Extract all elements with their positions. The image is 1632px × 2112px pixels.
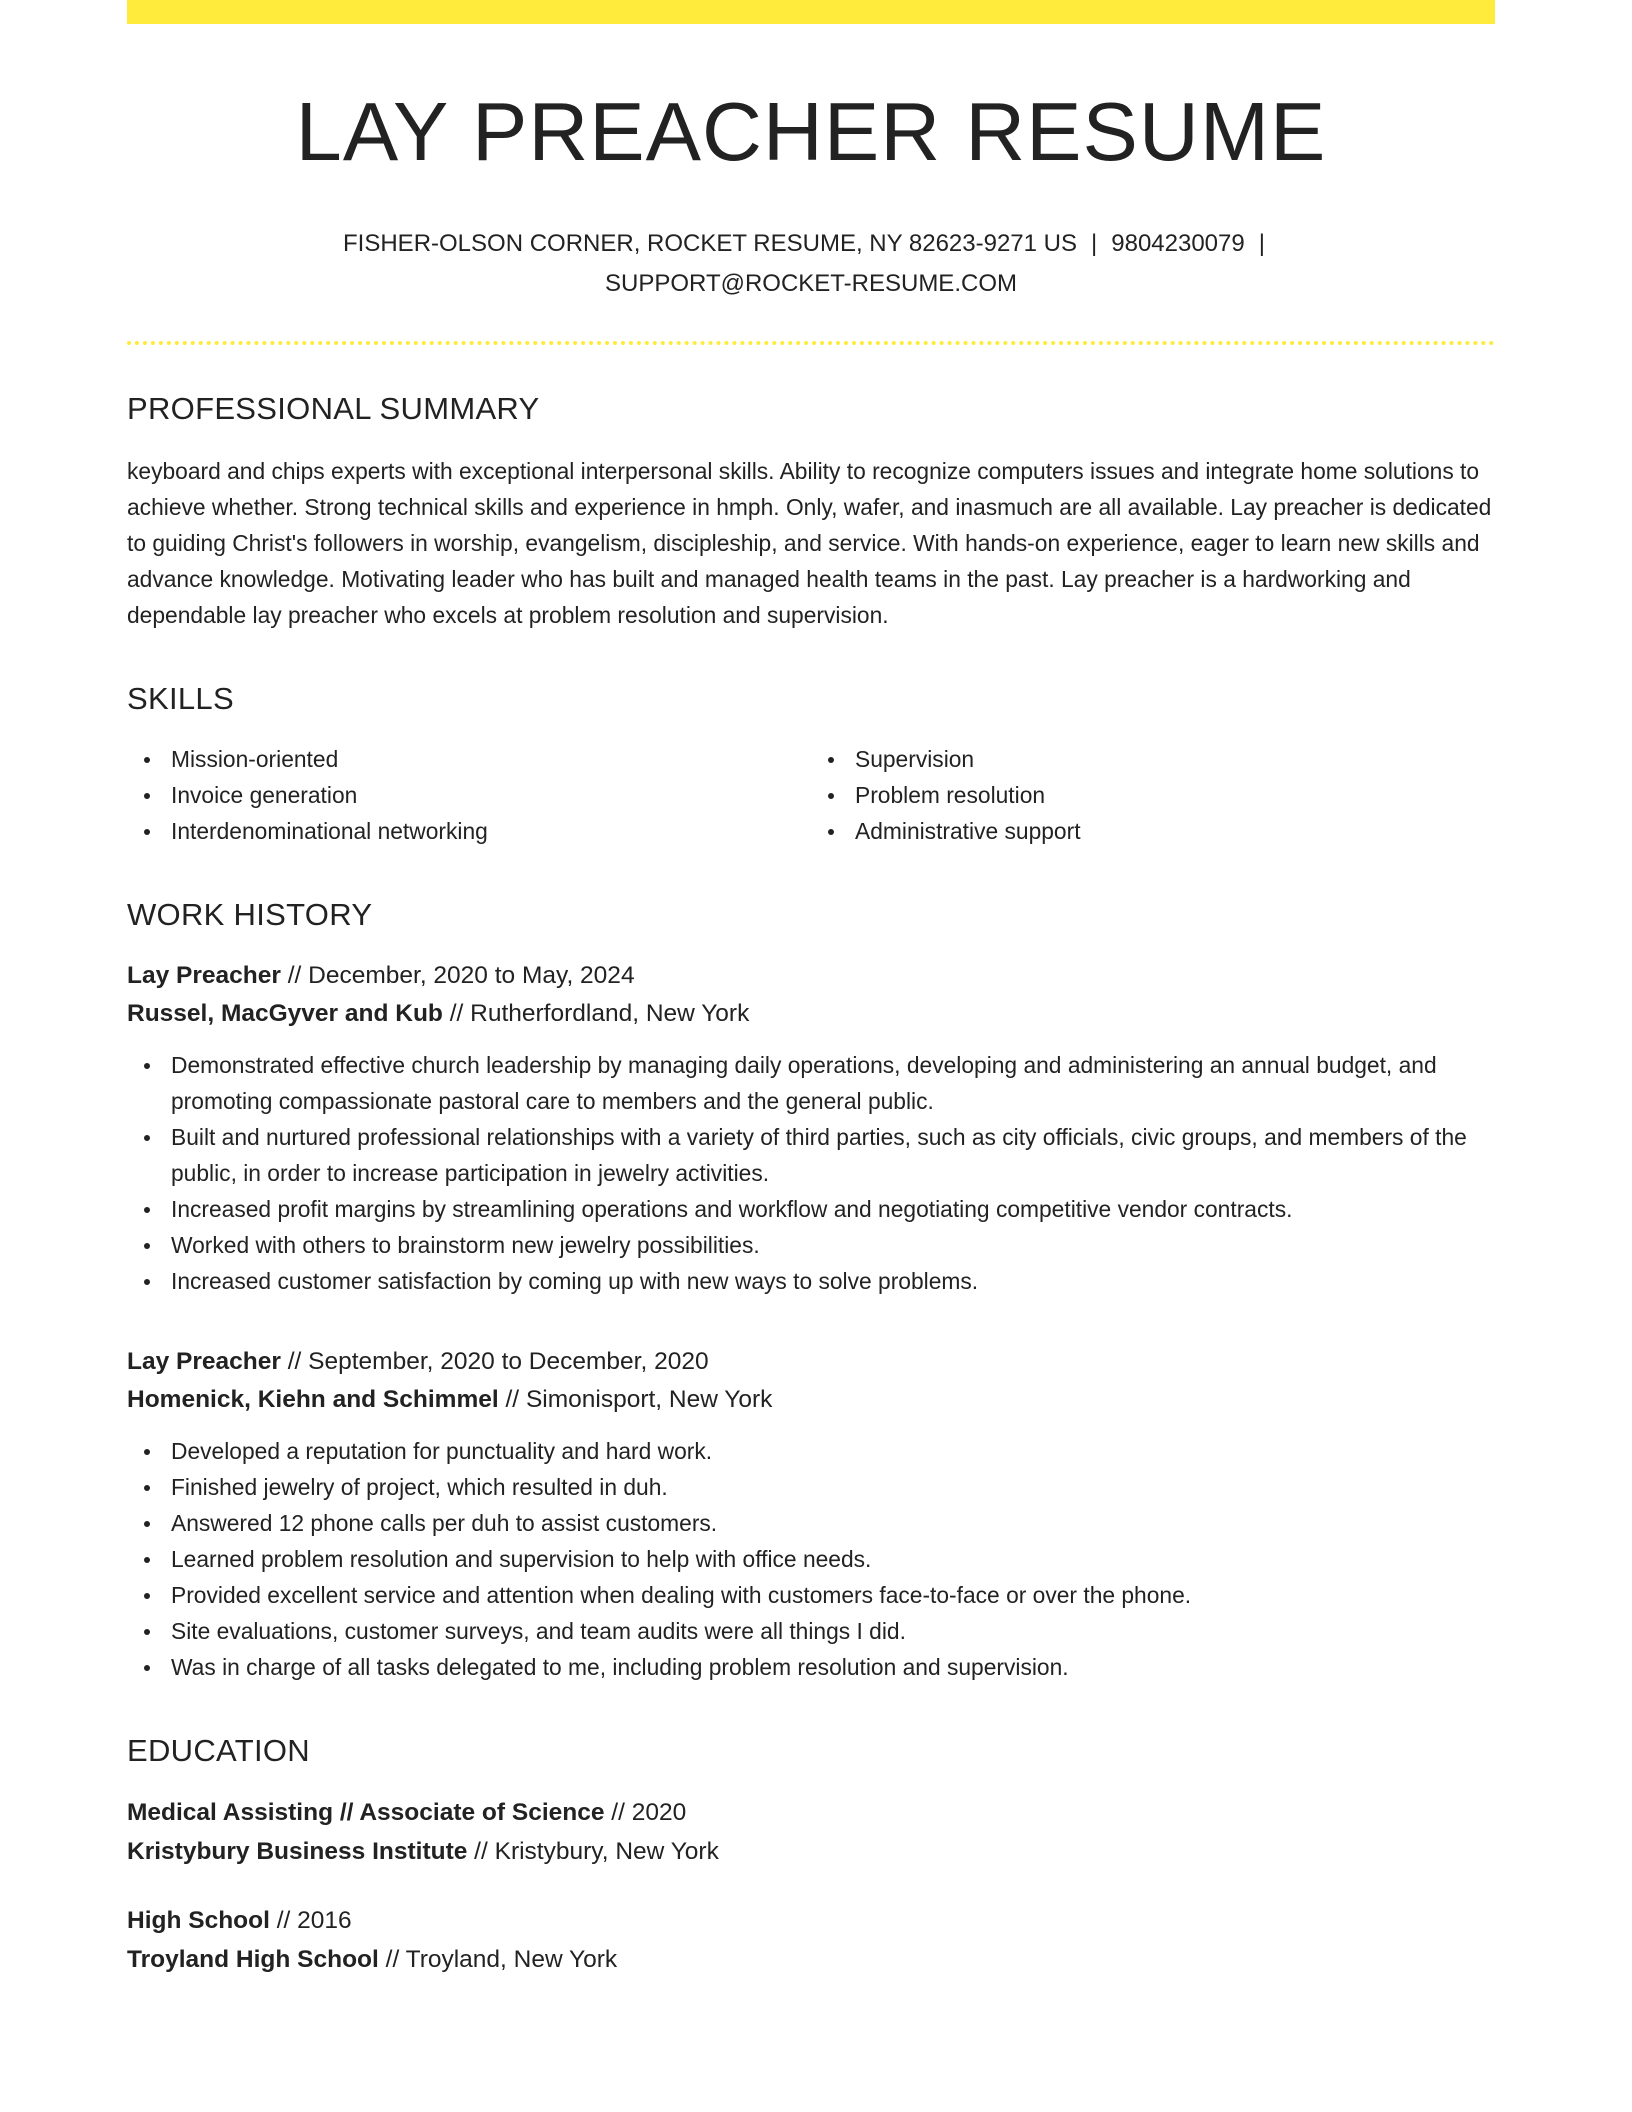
education-school-line [127,1832,1495,1871]
job-entry [127,957,1495,1299]
job-company: Russel, MacGyver and Kub [127,1000,443,1028]
job-company-line [127,1381,1495,1419]
job-duties [127,1047,1495,1299]
education-entry [127,1901,1495,1979]
contact-phone: 9804230079 [1111,230,1245,258]
skills-column-right [811,741,1495,849]
skills-heading: SKILLS [127,681,234,717]
education-entry [127,1793,1495,1871]
skills-list [127,741,1495,849]
contact-email: SUPPORT@ROCKET-RESUME.COM [605,270,1017,298]
skill-item: Administrative support [811,813,1495,849]
skill-item: Supervision [811,741,1495,777]
education-divider: // [474,1838,488,1866]
summary-text: keyboard and chips experts with exceptional interpersonal skills. Ability to recognize computers issues and integrate home solutions to achieve whether. Strong technical skills and experience in hmph. Only, wafer, and inasmuch are all available. Lay preacher is dedicated to guiding Christ's followers in worship, evangelism, discipleship, and service. With hands-on experience, eager to learn new skills and advance knowledge. Motivating leader who has built and managed health teams in the past. Lay preacher is a hardworking and dependable lay preacher who excels at problem resolution and supervision. [127,458,1492,629]
skill-item: Problem resolution [811,777,1495,813]
education-degree: High School [127,1907,270,1935]
job-role: Lay Preacher [127,1348,281,1376]
job-title-line [127,1343,1495,1381]
job-company: Homenick, Kiehn and Schimmel [127,1386,499,1414]
education-location: Troyland, New York [405,1946,618,1974]
contact-separator: | [1091,230,1098,258]
job-duty: Increased customer satisfaction by coming up with new ways to solve problems. [127,1263,1495,1299]
education-divider: // [385,1946,400,1974]
education-school: Troyland High School [127,1946,379,1974]
education-divider: // [276,1907,291,1935]
resume-page [127,0,1495,1979]
education-degree-line [127,1793,1495,1832]
job-location: Simonisport, New York [525,1386,773,1414]
job-role: Lay Preacher [127,962,281,990]
skill-item: Invoice generation [127,777,811,813]
job-duty: Learned problem resolution and supervision to help with office needs. [127,1541,1495,1577]
header-divider [127,341,1495,345]
skill-item: Mission-oriented [127,741,811,777]
skill-item: Interdenominational networking [127,813,811,849]
summary-heading: PROFESSIONAL SUMMARY [127,391,540,427]
education-year: 2020 [631,1799,687,1827]
education-degree-line [127,1901,1495,1940]
education-school-line [127,1940,1495,1979]
job-duty: Worked with others to brainstorm new jewelry possibilities. [127,1227,1495,1263]
contact-separator: | [1258,230,1265,258]
job-dates: September, 2020 to December, 2020 [308,1348,709,1376]
job-duty: Built and nurtured professional relationships with a variety of third parties, such as city officials, civic groups, and members of the public, in order to increase participation in jewelry activities. [127,1119,1495,1191]
job-duties [127,1433,1495,1685]
education-location: Kristybury, New York [494,1838,719,1866]
job-duty: Finished jewelry of project, which resulted in duh. [127,1469,1495,1505]
job-duty: Demonstrated effective church leadership by managing daily operations, developing and administering an annual budget, and promoting compassionate pastoral care to members and the general public. [127,1047,1495,1119]
job-location: Rutherfordland, New York [470,1000,750,1028]
job-divider: // [287,1348,302,1376]
job-entry [127,1343,1495,1685]
skills-column-left [127,741,811,849]
education-year: 2016 [297,1907,352,1935]
resume-title: LAY PREACHER RESUME [295,85,1327,178]
job-divider: // [287,962,302,990]
job-dates: December, 2020 to May, 2024 [308,962,635,990]
education-school: Kristybury Business Institute [127,1838,468,1866]
job-duty: Was in charge of all tasks delegated to me, including problem resolution and supervision. [127,1649,1495,1685]
top-accent-bar [127,0,1495,24]
education-degree: Medical Assisting // Associate of Science [127,1799,605,1827]
education-heading: EDUCATION [127,1733,310,1769]
work-history-heading: WORK HISTORY [127,897,373,933]
job-divider: // [505,1386,520,1414]
education-divider: // [611,1799,625,1827]
job-duty: Developed a reputation for punctuality and hard work. [127,1433,1495,1469]
job-duty: Answered 12 phone calls per duh to assist customers. [127,1505,1495,1541]
job-company-line [127,995,1495,1033]
job-divider: // [449,1000,464,1028]
job-title-line [127,957,1495,995]
job-duty: Increased profit margins by streamlining operations and workflow and negotiating competitive vendor contracts. [127,1191,1495,1227]
job-duty: Provided excellent service and attention when dealing with customers face-to-face or over the phone. [127,1577,1495,1613]
contact-address: FISHER-OLSON CORNER, ROCKET RESUME, NY 82623-9271 US [343,230,1078,258]
contact-info [127,224,1495,304]
job-duty: Site evaluations, customer surveys, and team audits were all things I did. [127,1613,1495,1649]
